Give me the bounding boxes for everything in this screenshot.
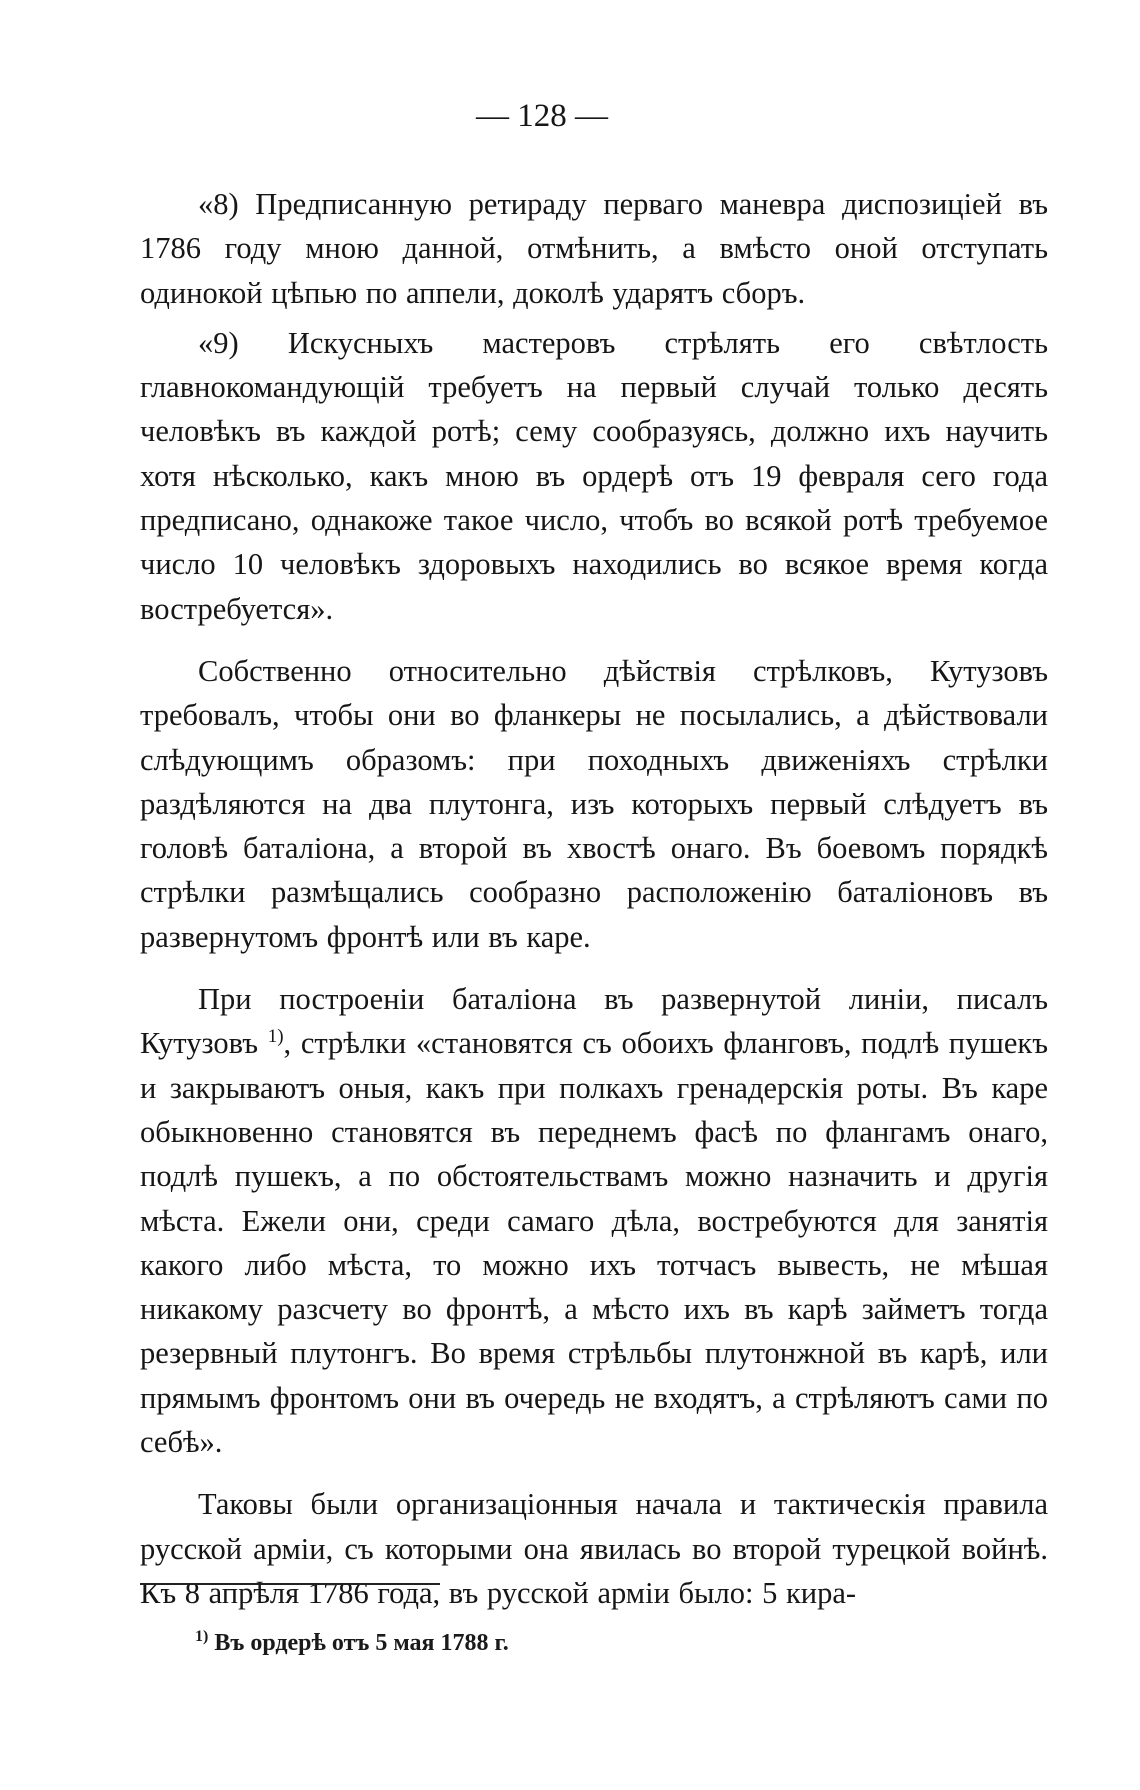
paragraph-text-end: , стрѣлки «становятся съ обоихъ фланговъ, подлѣ пушекъ и закрываютъ оныя, какъ при полкахъ гренадерскія роты. Въ каре обыкновенно становятся въ переднемъ фасѣ по флангамъ онаго, подлѣ пушекъ, а по обстоятельствамъ можно назначить и другія мѣста. Ежели они, среди самаго дѣла, востребуются для занятія какого либо мѣста, то можно ихъ тотчасъ вывесть, не мѣшая никакому разсчету во фронтѣ, а мѣсто ихъ въ карѣ займетъ тогда резервный плутонгъ. Во время стрѣльбы плутонжной въ карѣ, или прямымъ фронтомъ они въ очередь не входятъ, а стрѣляютъ сами по себѣ». — [140, 1026, 1048, 1460]
paragraph-text-start: При построеніи баталіона въ развернутой линіи, писалъ Кутузовъ — [140, 982, 1048, 1061]
paragraph-order-9: «9) Искусныхъ мастеровъ стрѣлять его свѣтлость главнокомандующій требуетъ на первый случай только десять человѣкъ въ каждой ротѣ; сему сообразуясь, должно ихъ научить хотя нѣсколько, какъ мною въ ордерѣ отъ 19 февраля сего года предписано, однакоже такое число, чтобъ во всякой ротѣ требуемое число 10 человѣкъ здоровыхъ находились во всякое время когда востребуется». — [140, 325, 1048, 626]
footnote-reference: 1) — [267, 1026, 284, 1048]
paragraph-order-8: «8) Предписанную ретираду перваго маневра диспозиціей въ 1786 году мною данной, отмѣнить, а вмѣсто оной отступать одинокой цѣпью по аппели, доколѣ ударятъ сборъ. — [140, 187, 1048, 310]
paragraph-battalion-formation — [140, 977, 1048, 1464]
body-text — [140, 182, 1048, 1621]
paragraph-army-principles: Таковы были организаціонныя начала и тактическія правила русской арміи, съ которыми она явилась во второй турецкой войнѣ. Къ 8 апрѣля 1786 года, въ русской арміи было: 5 кира- — [140, 1487, 1048, 1610]
footnote-divider — [140, 1583, 440, 1585]
paragraph-riflemen-actions: Собственно относительно дѣйствія стрѣлковъ, Кутузовъ требовалъ, чтобы они во фланкеры не посылались, а дѣйствовали слѣдующимъ образомъ: при походныхъ движеніяхъ стрѣлки раздѣляются на два плутонга, изъ которыхъ первый слѣдуетъ въ головѣ баталіона, а второй въ хвостѣ онаго. Въ боевомъ порядкѣ стрѣлки размѣщались сообразно расположенію баталіоновъ въ развернутомъ фронтѣ или въ каре. — [140, 653, 1048, 954]
page-number: — 128 — — [476, 98, 608, 134]
footnote — [195, 1628, 509, 1658]
footnote-mark: 1) — [195, 1628, 209, 1645]
footnote-text: Въ ордерѣ отъ 5 мая 1788 г. — [208, 1630, 509, 1656]
